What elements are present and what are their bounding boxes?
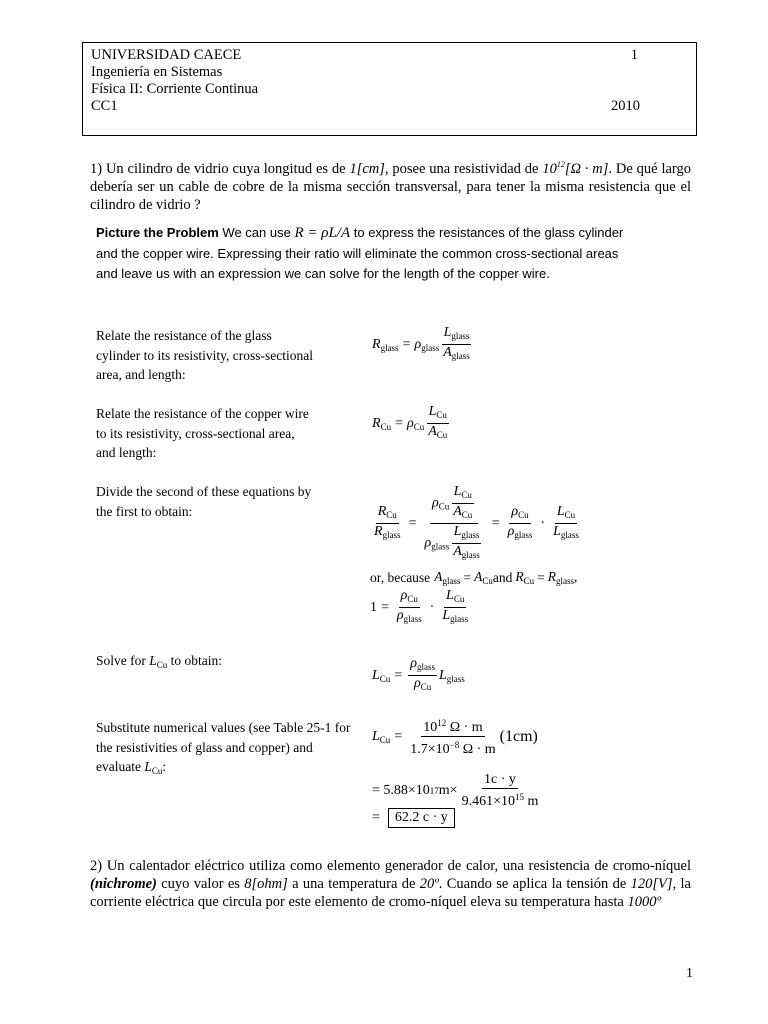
sub-glass: glass bbox=[461, 550, 480, 560]
frac-rcu-rglass: $\frac{R_{Cu}}{R_{glass}}$ bbox=[374, 504, 401, 540]
frac-l: $\frac{L_{Cu}}{L_{glass}}$ bbox=[553, 504, 579, 540]
eq2-exp: 17 bbox=[429, 786, 439, 796]
header-page-number: 1 bbox=[630, 47, 638, 63]
sub-cu: Cu bbox=[413, 421, 425, 432]
picture-the-problem bbox=[96, 223, 626, 285]
one: 1 bbox=[370, 599, 377, 615]
course-year: 2010 bbox=[611, 98, 640, 114]
footer-page-number: 1 bbox=[686, 966, 693, 981]
step-4-sub: Cu bbox=[156, 660, 168, 670]
length-paren: (1cm) bbox=[499, 727, 538, 745]
step-5-label bbox=[96, 718, 351, 782]
step-2-label: Relate the resistance of the copper wire to its resistivity, cross-sectional area, and length: bbox=[96, 406, 309, 460]
sub-cu: Cu bbox=[379, 673, 391, 684]
sub-glass: glass bbox=[446, 673, 465, 684]
den-coef: 1.7×10 bbox=[410, 742, 450, 757]
temp-2: 1000º bbox=[627, 894, 661, 910]
university-name: UNIVERSIDAD CAECE bbox=[91, 47, 242, 63]
picture-formula: R = ρL/A bbox=[294, 225, 351, 241]
sub-cu: Cu bbox=[379, 734, 391, 745]
sub-cu: Cu bbox=[461, 490, 472, 500]
problem-1-text-b: , posee una resistividad de bbox=[384, 160, 543, 177]
problem-1-statement bbox=[90, 156, 691, 214]
sub-glass: glass bbox=[382, 530, 401, 540]
step-5-sub: Cu bbox=[151, 766, 163, 776]
problem-2-statement bbox=[90, 857, 691, 911]
problem-2-text-b: cuyo valor es bbox=[156, 876, 245, 892]
sub-cu: Cu bbox=[420, 682, 432, 692]
den-m: m bbox=[524, 794, 539, 809]
sub-cu: Cu bbox=[482, 576, 493, 586]
sub-cu: Cu bbox=[523, 576, 535, 586]
sub-glass: glass bbox=[451, 331, 470, 341]
sub-cu: Cu bbox=[453, 594, 465, 604]
sub-glass: glass bbox=[431, 541, 450, 552]
den-unit: Ω · m bbox=[459, 742, 496, 757]
sub-cu: Cu bbox=[386, 510, 397, 520]
course-code: CC1 bbox=[91, 98, 118, 114]
eq-r-cu: $R_{Cu}$ = $\rho_{Cu}$ $\frac{L_{Cu}}{A_{Cu}}$ bbox=[372, 404, 451, 443]
temp-1: 20º bbox=[419, 876, 439, 892]
eq-result: = 62.2 c · y bbox=[372, 808, 455, 828]
step-4-text-a: Solve for bbox=[96, 653, 150, 668]
header-box bbox=[82, 42, 697, 136]
subject-name: Física II: Corriente Continua bbox=[91, 81, 259, 97]
problem-1-text-c: . De qué largo debería ser un cable de cobre de la misma sección transversal, para tener la misma resistencia que el cilindro de vidrio ? bbox=[90, 160, 691, 213]
result-box: 62.2 c · y bbox=[388, 808, 455, 828]
sub-cu: Cu bbox=[461, 510, 473, 520]
eq2-coef: = 5.88×10 bbox=[372, 783, 430, 798]
num-unit: Ω · m bbox=[446, 720, 483, 735]
sub-glass: glass bbox=[450, 614, 469, 624]
career-name: Ingeniería en Sistemas bbox=[91, 64, 223, 80]
problem-2-text-c: a una temperatura de bbox=[287, 876, 420, 892]
sub-glass: glass bbox=[442, 576, 461, 586]
sub-glass: glass bbox=[514, 530, 533, 540]
sub-glass: glass bbox=[416, 662, 435, 672]
picture-text-a: We can use bbox=[218, 225, 295, 240]
problem-1-length: 1[cm] bbox=[349, 160, 385, 177]
eq-lcu: $L_{Cu}$ = $\frac{\rho_{glass}}{\rho_{Cu}}$ $L_{glass}$ bbox=[372, 656, 465, 692]
sub-glass: glass bbox=[560, 530, 579, 540]
sub-cu: Cu bbox=[436, 410, 447, 420]
sub-cu: Cu bbox=[380, 421, 392, 432]
ohm-value: 8[ohm] bbox=[244, 876, 288, 892]
resistivity-unit: [Ω · m] bbox=[564, 160, 609, 177]
eq-r-glass: $R_{glass}$ = $\rho_{glass}$ $\frac{L_{glass}}{A_{glass}}$ bbox=[372, 325, 474, 364]
num-cy: 1c · y bbox=[484, 772, 516, 787]
sub-cu: Cu bbox=[518, 510, 529, 520]
sub-cu: Cu bbox=[436, 430, 448, 440]
step-4-text-b: to obtain: bbox=[167, 653, 223, 668]
eq2-unit: m× bbox=[438, 783, 458, 798]
sub-glass: glass bbox=[380, 342, 399, 353]
frac-l-over-a-cu: $\frac{L_{Cu}}{A_{Cu}}$ bbox=[428, 404, 448, 440]
and-text: and bbox=[492, 569, 513, 585]
or-because-text: or, because bbox=[370, 569, 431, 585]
den-exp2: 15 bbox=[515, 792, 524, 802]
frac-compound: $\rho_{Cu}$ $\frac{L_{Cu}}{A_{Cu}}$ $\rho_{glass}$ $\frac{L_{glass}}{A_{glass}}$ bbox=[424, 484, 480, 560]
step-5-var: L bbox=[144, 759, 152, 774]
sub-cu: Cu bbox=[407, 594, 418, 604]
step-1-label: Relate the resistance of the glass cylinder to its resistivity, cross-sectional area, and length: bbox=[96, 328, 313, 382]
frac-l-over-a-glass: $\frac{L_{glass}}{A_{glass}}$ bbox=[443, 325, 470, 361]
sub-glass: glass bbox=[403, 614, 422, 624]
nichrome-term: (nichrome) bbox=[90, 876, 157, 892]
eq-substitute: $L_{Cu}$ = $\frac{10^{12} \Omega \cdot m}{1.7\times 10^{-8} \Omega \cdot m}$ (1cm) bbox=[372, 715, 538, 758]
frac-rho: $\frac{\rho_{Cu}}{\rho_{glass}}$ bbox=[507, 504, 533, 540]
sub-glass: glass bbox=[421, 342, 440, 353]
sub-cu: Cu bbox=[564, 510, 576, 520]
step-4-var: L bbox=[149, 653, 157, 668]
problem-1-resistivity bbox=[542, 161, 608, 177]
step-3-label: Divide the second of these equations by the first to obtain: bbox=[96, 484, 312, 519]
sub-cu: Cu bbox=[438, 501, 450, 512]
resistivity-exp: 12 bbox=[556, 160, 565, 169]
picture-title: Picture the Problem bbox=[96, 225, 219, 240]
voltage: 120[V] bbox=[630, 876, 673, 892]
resistivity-base: 10 bbox=[542, 160, 557, 177]
picture-text-b: to express the resistances of the glass cylinder and the copper wire. Expressing their ratio will eliminate the common cross-sectional areas and leave us with an expression we can solve for the length of the copper wire. bbox=[96, 225, 624, 281]
num-base: 10 bbox=[423, 720, 438, 735]
problem-1-text-a: 1) Un cilindro de vidrio cuya longitud es de bbox=[90, 160, 350, 177]
problem-2-text-e: , la corriente eléctrica que circula por este elemento de cromo-níquel eleva su temperatura hasta bbox=[90, 876, 691, 910]
problem-2-text-a: 2) Un calentador eléctrico utiliza como elemento generador de calor, una resistencia de cromo-níquel bbox=[90, 858, 691, 874]
sub-glass: glass bbox=[461, 530, 480, 540]
sub-glass: glass bbox=[451, 351, 470, 361]
eq-one: 1 = $\frac{\rho_{Cu}}{\rho_{glass}}$ · $\frac{L_{Cu}}{L_{glass}}$ bbox=[370, 588, 469, 624]
step-5-text-b: : bbox=[162, 759, 167, 774]
den-exp: −8 bbox=[449, 740, 460, 750]
step-5-text-a: Substitute numerical values (see Table 25-1 for the resistivities of glass and copper) and evaluate bbox=[96, 720, 351, 774]
eq-ratio: $\frac{R_{Cu}}{R_{glass}}$ = $\rho_{Cu}$ $\frac{L_{Cu}}{A_{Cu}}$ $\rho_{glass}$ $\frac{L_{glass}}{A_{glass}}$ = $\frac{\rho_{Cu}}{\rho_{glass}}$ · $\frac{L_{Cu}}{L_{glass}}$ bbox=[370, 484, 583, 563]
or-because-line: or, because $A_{glass}$ = $A_{Cu}$ and $R_{Cu}$ = $R_{glass}$, bbox=[370, 569, 578, 586]
num-exp: 12 bbox=[437, 718, 447, 728]
sub-glass: glass bbox=[555, 576, 574, 586]
problem-2-text-d: . Cuando se aplica la tensión de bbox=[438, 876, 631, 892]
den-coef2: 9.461×10 bbox=[461, 794, 515, 809]
eq-convert bbox=[372, 772, 542, 810]
step-4-label bbox=[96, 651, 296, 676]
